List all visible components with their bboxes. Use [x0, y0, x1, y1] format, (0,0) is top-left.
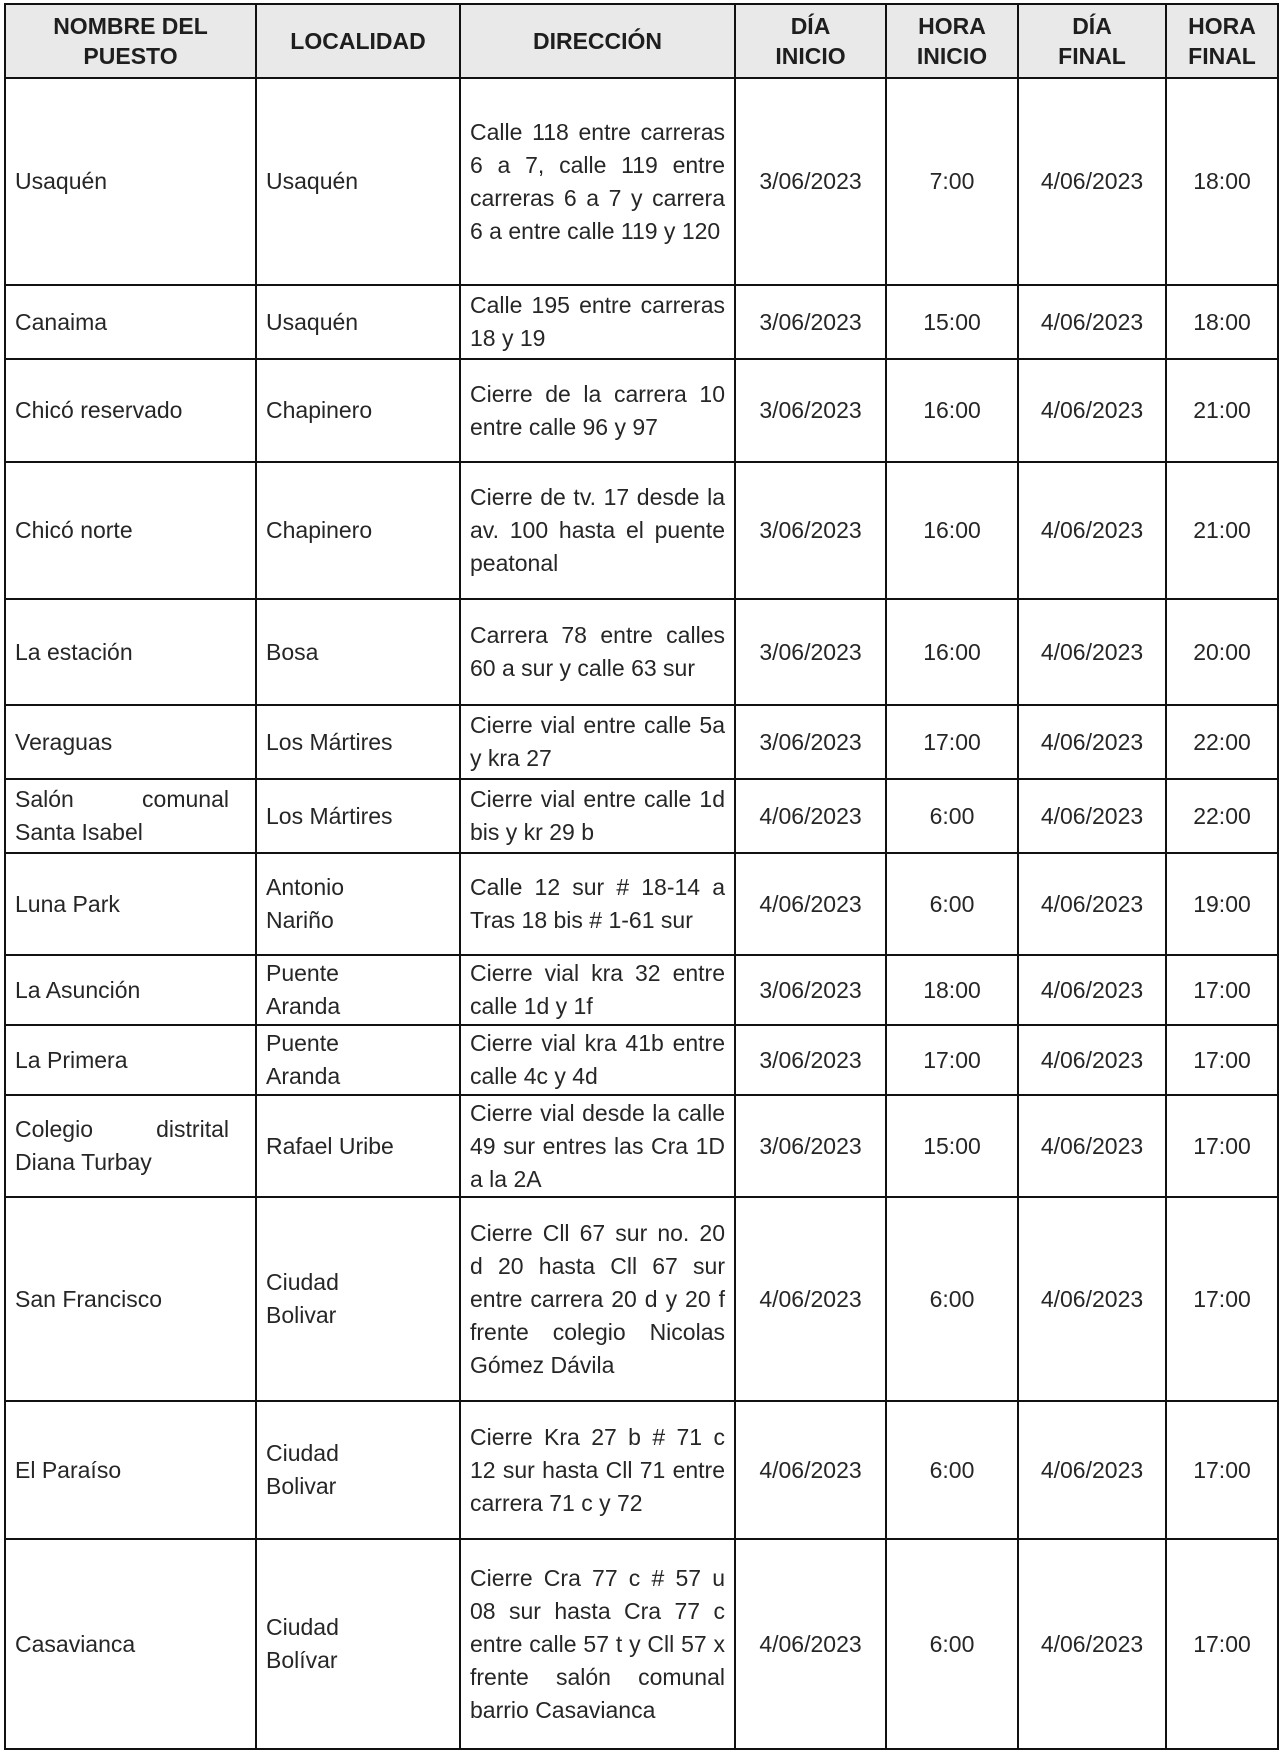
puesto-cell: [5, 705, 256, 779]
localidad-cell: [256, 853, 460, 955]
direccion-text: Cierre vial entre calle 5a y kra 27: [470, 712, 725, 771]
puesto-text: Canaima: [15, 308, 108, 335]
hora-inicio-text: 15:00: [923, 308, 981, 335]
direccion-cell: [460, 462, 735, 599]
direccion-text: Cierre vial desde la calle 49 sur entres las Cra 1D a la 2A: [470, 1099, 725, 1192]
dia-final-cell: [1018, 705, 1166, 779]
puesto-cell: [5, 779, 256, 853]
dia-inicio-cell: [735, 285, 886, 359]
direccion-text: Calle 195 entre carreras 18 y 19: [470, 292, 725, 351]
hora-inicio-text: 6:00: [929, 1285, 975, 1312]
dia-final-cell: [1018, 779, 1166, 853]
dia-final-cell: [1018, 1025, 1166, 1095]
direccion-cell: [460, 779, 735, 853]
table-row: [5, 853, 1278, 955]
direccion-text: Cierre de la carrera 10 entre calle 96 y 97: [470, 380, 725, 440]
header-label: HORA INICIO: [916, 13, 988, 69]
hora-inicio-text: 6:00: [929, 1630, 975, 1657]
hora-inicio-text: 16:00: [923, 517, 981, 543]
dia-final-text: 4/06/2023: [1040, 397, 1144, 423]
hora-final-text: 22:00: [1193, 802, 1251, 829]
dia-inicio-text: 3/06/2023: [759, 517, 862, 543]
header-nombre-del-puesto: [5, 4, 256, 78]
direccion-cell: [460, 1095, 735, 1197]
table-row: [5, 1197, 1278, 1401]
dia-final-cell: [1018, 599, 1166, 705]
header-dia-inicio: [735, 4, 886, 78]
dia-inicio-text: 3/06/2023: [759, 728, 862, 755]
header-hora-final: [1166, 4, 1278, 78]
dia-inicio-text: 3/06/2023: [759, 397, 862, 423]
hora-final-cell: [1166, 78, 1278, 285]
puesto-text: Usaquén: [15, 168, 108, 194]
hora-final-cell: [1166, 1025, 1278, 1095]
header-direccion: [460, 4, 735, 78]
direccion-text: Cierre Kra 27 b # 71 c 12 sur hasta Cll 71 entre carrera 71 c y 72: [470, 1423, 725, 1516]
localidad-text: Los Mártires: [266, 728, 393, 755]
localidad-text: Antonio Nariño: [266, 874, 345, 933]
localidad-text: Ciudad Bolívar: [266, 1614, 339, 1673]
table-row: [5, 779, 1278, 853]
hora-final-text: 17:00: [1193, 1285, 1251, 1312]
localidad-text: Usaquén: [266, 168, 359, 194]
header-label: LOCALIDAD: [290, 28, 426, 54]
table-row: [5, 78, 1278, 285]
direccion-cell: [460, 853, 735, 955]
dia-final-text: 4/06/2023: [1040, 308, 1144, 335]
direccion-text: Calle 12 sur # 18-14 a Tras 18 bis # 1-61 sur: [470, 874, 725, 933]
dia-final-text: 4/06/2023: [1040, 728, 1144, 755]
hora-inicio-cell: [886, 1095, 1018, 1197]
localidad-cell: [256, 705, 460, 779]
puesto-cell: [5, 1401, 256, 1539]
hora-inicio-cell: [886, 779, 1018, 853]
hora-final-cell: [1166, 955, 1278, 1025]
dia-inicio-cell: [735, 1025, 886, 1095]
direccion-cell: [460, 78, 735, 285]
dia-final-cell: [1018, 1539, 1166, 1749]
direccion-cell: [460, 705, 735, 779]
localidad-cell: [256, 1095, 460, 1197]
localidad-text: Ciudad Bolivar: [266, 1269, 339, 1328]
dia-final-text: 4/06/2023: [1040, 517, 1144, 543]
dia-final-cell: [1018, 955, 1166, 1025]
puesto-text: Colegio distrital Diana Turbay: [15, 1116, 229, 1175]
puesto-cell: [5, 462, 256, 599]
hora-final-cell: [1166, 1095, 1278, 1197]
dia-inicio-cell: [735, 1197, 886, 1401]
hora-final-cell: [1166, 359, 1278, 462]
dia-inicio-text: 4/06/2023: [759, 1285, 862, 1312]
puesto-text: Chicó norte: [15, 517, 133, 543]
table-row: [5, 462, 1278, 599]
hora-inicio-cell: [886, 853, 1018, 955]
direccion-text: Calle 118 entre carreras 6 a 7, calle 119 entre carreras 6 a 7 y carrera 6 a entre calle 119 y 120: [470, 118, 725, 244]
hora-inicio-cell: [886, 285, 1018, 359]
header-label: DÍA INICIO: [775, 13, 846, 69]
direccion-text: Cierre Cll 67 sur no. 20 d 20 hasta Cll 67 sur entre carrera 20 d y 20 f frente colegio Nicolas Gómez Dávila: [470, 1219, 725, 1378]
schedule-table: [4, 3, 1279, 1750]
hora-inicio-text: 7:00: [929, 168, 975, 194]
table-row: [5, 1025, 1278, 1095]
dia-inicio-text: 3/06/2023: [759, 308, 862, 335]
direccion-text: Cierre vial kra 32 entre calle 1d y 1f: [470, 960, 725, 1019]
dia-inicio-text: 4/06/2023: [759, 1630, 862, 1657]
direccion-text: Cierre vial kra 41b entre calle 4c y 4d: [470, 1030, 725, 1089]
puesto-text: Salón comunal Santa Isabel: [15, 786, 229, 845]
puesto-cell: [5, 78, 256, 285]
hora-inicio-text: 6:00: [929, 802, 975, 829]
dia-final-text: 4/06/2023: [1040, 638, 1144, 665]
hora-final-text: 17:00: [1193, 1456, 1251, 1483]
dia-inicio-text: 4/06/2023: [759, 890, 862, 917]
dia-inicio-text: 4/06/2023: [759, 802, 862, 829]
direccion-cell: [460, 285, 735, 359]
hora-inicio-text: 17:00: [923, 728, 981, 755]
header-hora-inicio: [886, 4, 1018, 78]
hora-final-text: 19:00: [1193, 890, 1251, 917]
dia-inicio-cell: [735, 78, 886, 285]
dia-final-text: 4/06/2023: [1040, 1456, 1144, 1483]
puesto-cell: [5, 1025, 256, 1095]
dia-inicio-text: 3/06/2023: [759, 168, 862, 194]
localidad-cell: [256, 78, 460, 285]
hora-final-text: 18:00: [1193, 168, 1251, 194]
header-label: DIRECCIÓN: [532, 28, 663, 54]
table-row: [5, 599, 1278, 705]
hora-inicio-cell: [886, 462, 1018, 599]
dia-inicio-cell: [735, 705, 886, 779]
dia-inicio-cell: [735, 462, 886, 599]
puesto-text: San Francisco: [15, 1285, 163, 1312]
hora-final-text: 18:00: [1193, 308, 1251, 335]
direccion-text: Carrera 78 entre calles 60 a sur y calle 63 sur: [470, 622, 725, 681]
hora-final-cell: [1166, 705, 1278, 779]
dia-inicio-cell: [735, 853, 886, 955]
puesto-cell: [5, 1095, 256, 1197]
dia-inicio-cell: [735, 1539, 886, 1749]
hora-inicio-text: 16:00: [923, 397, 981, 423]
localidad-cell: [256, 599, 460, 705]
dia-inicio-cell: [735, 1095, 886, 1197]
dia-final-cell: [1018, 1401, 1166, 1539]
dia-final-text: 4/06/2023: [1040, 802, 1144, 829]
hora-inicio-cell: [886, 955, 1018, 1025]
localidad-text: Bosa: [266, 638, 319, 665]
hora-inicio-cell: [886, 78, 1018, 285]
hora-inicio-cell: [886, 359, 1018, 462]
direccion-cell: [460, 1539, 735, 1749]
direccion-cell: [460, 359, 735, 462]
dia-final-text: 4/06/2023: [1040, 1132, 1144, 1159]
puesto-cell: [5, 359, 256, 462]
puesto-cell: [5, 1539, 256, 1749]
hora-final-cell: [1166, 853, 1278, 955]
localidad-cell: [256, 285, 460, 359]
dia-final-text: 4/06/2023: [1040, 1285, 1144, 1312]
hora-inicio-text: 17:00: [923, 1046, 981, 1073]
direccion-cell: [460, 599, 735, 705]
puesto-cell: [5, 853, 256, 955]
dia-final-cell: [1018, 359, 1166, 462]
direccion-text: Cierre Cra 77 c # 57 u 08 sur hasta Cra 77 c entre calle 57 t y Cll 57 x frente salón comunal barrio Casavianca: [470, 1564, 725, 1723]
direccion-cell: [460, 1401, 735, 1539]
dia-final-text: 4/06/2023: [1040, 1630, 1144, 1657]
header-localidad: [256, 4, 460, 78]
header-dia-final: [1018, 4, 1166, 78]
table-row: [5, 955, 1278, 1025]
header-label: NOMBRE DEL PUESTO: [53, 13, 208, 69]
hora-final-cell: [1166, 1539, 1278, 1749]
header-label: HORA FINAL: [1188, 13, 1256, 69]
table-body: [5, 78, 1278, 1749]
hora-final-text: 17:00: [1193, 1630, 1251, 1657]
hora-final-text: 21:00: [1193, 517, 1251, 543]
direccion-text: Cierre de tv. 17 desde la av. 100 hasta el puente peatonal: [470, 484, 725, 576]
direccion-cell: [460, 1197, 735, 1401]
hora-inicio-cell: [886, 1025, 1018, 1095]
puesto-text: La Asunción: [15, 976, 141, 1003]
puesto-text: La estación: [15, 638, 133, 665]
dia-final-text: 4/06/2023: [1040, 976, 1144, 1003]
dia-inicio-cell: [735, 1401, 886, 1539]
localidad-text: Chapinero: [266, 397, 373, 423]
dia-inicio-text: 3/06/2023: [759, 1132, 862, 1159]
direccion-cell: [460, 1025, 735, 1095]
hora-final-text: 22:00: [1193, 728, 1251, 755]
dia-final-cell: [1018, 853, 1166, 955]
hora-inicio-cell: [886, 705, 1018, 779]
localidad-text: Chapinero: [266, 517, 373, 543]
dia-final-text: 4/06/2023: [1040, 1046, 1144, 1073]
dia-inicio-cell: [735, 779, 886, 853]
hora-final-text: 17:00: [1193, 1132, 1251, 1159]
localidad-cell: [256, 779, 460, 853]
dia-final-cell: [1018, 285, 1166, 359]
localidad-cell: [256, 1025, 460, 1095]
hora-inicio-text: 18:00: [923, 976, 981, 1003]
header-label: DÍA FINAL: [1058, 13, 1126, 69]
puesto-cell: [5, 285, 256, 359]
dia-inicio-cell: [735, 599, 886, 705]
localidad-cell: [256, 955, 460, 1025]
direccion-text: Cierre vial entre calle 1d bis y kr 29 b: [470, 786, 725, 845]
localidad-text: Puente Aranda: [266, 960, 341, 1019]
puesto-text: Veraguas: [15, 728, 113, 755]
table-row: [5, 285, 1278, 359]
puesto-cell: [5, 955, 256, 1025]
puesto-text: Casavianca: [15, 1630, 136, 1657]
table-row: [5, 1401, 1278, 1539]
hora-final-text: 17:00: [1193, 976, 1251, 1003]
hora-final-text: 17:00: [1193, 1046, 1251, 1073]
hora-final-cell: [1166, 599, 1278, 705]
hora-final-cell: [1166, 1197, 1278, 1401]
hora-inicio-text: 6:00: [929, 1456, 975, 1483]
localidad-cell: [256, 1197, 460, 1401]
dia-final-text: 4/06/2023: [1040, 890, 1144, 917]
puesto-cell: [5, 599, 256, 705]
dia-inicio-cell: [735, 359, 886, 462]
hora-final-text: 21:00: [1193, 397, 1251, 423]
dia-inicio-text: 4/06/2023: [759, 1456, 862, 1483]
hora-inicio-text: 16:00: [923, 638, 981, 665]
dia-final-cell: [1018, 1095, 1166, 1197]
puesto-cell: [5, 1197, 256, 1401]
hora-inicio-cell: [886, 1539, 1018, 1749]
localidad-cell: [256, 359, 460, 462]
dia-inicio-text: 3/06/2023: [759, 976, 862, 1003]
hora-inicio-cell: [886, 1401, 1018, 1539]
localidad-text: Rafael Uribe: [266, 1132, 394, 1159]
localidad-cell: [256, 462, 460, 599]
localidad-cell: [256, 1539, 460, 1749]
puesto-text: Luna Park: [15, 890, 120, 917]
hora-inicio-cell: [886, 1197, 1018, 1401]
dia-inicio-text: 3/06/2023: [759, 1046, 862, 1073]
hora-inicio-cell: [886, 599, 1018, 705]
puesto-text: Chicó reservado: [15, 397, 183, 423]
hora-final-cell: [1166, 1401, 1278, 1539]
localidad-text: Usaquén: [266, 308, 359, 335]
dia-inicio-text: 3/06/2023: [759, 638, 862, 665]
hora-final-cell: [1166, 285, 1278, 359]
dia-final-text: 4/06/2023: [1040, 168, 1144, 194]
hora-inicio-text: 15:00: [923, 1132, 981, 1159]
puesto-text: La Primera: [15, 1046, 128, 1073]
localidad-cell: [256, 1401, 460, 1539]
hora-inicio-text: 6:00: [929, 890, 975, 917]
localidad-text: Puente Aranda: [266, 1030, 341, 1089]
puesto-text: El Paraíso: [15, 1456, 122, 1483]
hora-final-cell: [1166, 779, 1278, 853]
localidad-text: Ciudad Bolivar: [266, 1440, 339, 1499]
dia-final-cell: [1018, 462, 1166, 599]
direccion-cell: [460, 955, 735, 1025]
table-header-row: [5, 4, 1278, 78]
hora-final-text: 20:00: [1193, 638, 1251, 665]
table-row: [5, 359, 1278, 462]
dia-final-cell: [1018, 78, 1166, 285]
dia-inicio-cell: [735, 955, 886, 1025]
table-row: [5, 1095, 1278, 1197]
dia-final-cell: [1018, 1197, 1166, 1401]
localidad-text: Los Mártires: [266, 802, 393, 829]
hora-final-cell: [1166, 462, 1278, 599]
table-row: [5, 705, 1278, 779]
table-row: [5, 1539, 1278, 1749]
